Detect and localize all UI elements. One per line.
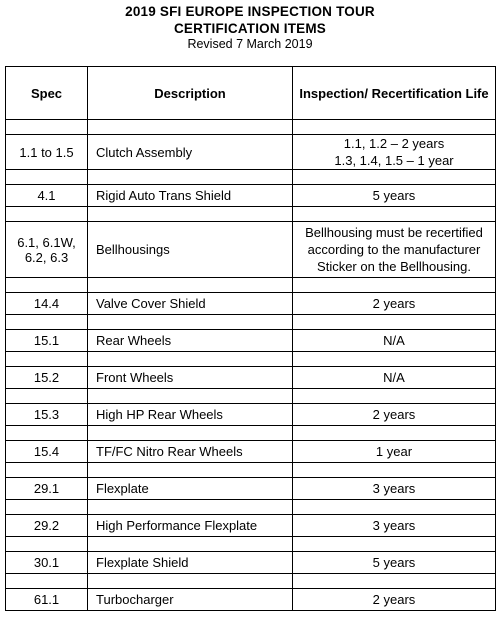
spacer-row <box>6 207 496 222</box>
description-cell: TF/FC Nitro Rear Wheels <box>88 441 293 463</box>
life-cell: 3 years <box>293 478 496 500</box>
spacer-cell <box>293 426 496 441</box>
spacer-cell <box>88 500 293 515</box>
description-cell: Flexplate <box>88 478 293 500</box>
spec-cell: 61.1 <box>6 589 88 611</box>
description-cell: High Performance Flexplate <box>88 515 293 537</box>
spacer-cell <box>88 574 293 589</box>
spacer-row <box>6 574 496 589</box>
table-body <box>6 120 496 611</box>
revision-date: Revised 7 March 2019 <box>187 37 313 51</box>
description-cell: Valve Cover Shield <box>88 293 293 315</box>
life-cell: 5 years <box>293 185 496 207</box>
description-cell: Bellhousings <box>88 222 293 278</box>
description-cell: Clutch Assembly <box>88 135 293 170</box>
table-row <box>6 222 496 278</box>
spacer-cell <box>6 537 88 552</box>
life-cell: 2 years <box>293 293 496 315</box>
spacer-cell <box>88 278 293 293</box>
spacer-cell <box>88 537 293 552</box>
description-cell: Front Wheels <box>88 367 293 389</box>
spacer-cell <box>293 537 496 552</box>
document-title: 2019 SFI EUROPE INSPECTION TOUR <box>125 4 375 19</box>
spacer-cell <box>6 170 88 185</box>
certification-table <box>5 66 496 611</box>
spacer-cell <box>6 352 88 367</box>
spacer-cell <box>293 463 496 478</box>
spacer-cell <box>88 463 293 478</box>
spacer-row <box>6 120 496 135</box>
life-cell: 1.1, 1.2 – 2 years 1.3, 1.4, 1.5 – 1 year <box>293 135 496 170</box>
spacer-row <box>6 500 496 515</box>
spacer-cell <box>6 207 88 222</box>
column-header-spec: Spec <box>6 67 88 120</box>
spacer-cell <box>6 426 88 441</box>
column-header-life: Inspection/ Recertification Life <box>293 67 496 120</box>
table-row <box>6 330 496 352</box>
spacer-cell <box>6 500 88 515</box>
spacer-cell <box>293 170 496 185</box>
table-row <box>6 589 496 611</box>
spacer-cell <box>88 207 293 222</box>
life-cell: 2 years <box>293 589 496 611</box>
spacer-cell <box>6 389 88 404</box>
life-cell: 3 years <box>293 515 496 537</box>
table-row <box>6 552 496 574</box>
spec-cell: 29.1 <box>6 478 88 500</box>
description-cell: Rear Wheels <box>88 330 293 352</box>
spacer-cell <box>6 463 88 478</box>
table-row <box>6 185 496 207</box>
spacer-cell <box>88 389 293 404</box>
spacer-row <box>6 315 496 330</box>
table-row <box>6 367 496 389</box>
description-cell: Turbocharger <box>88 589 293 611</box>
life-cell: Bellhousing must be recertified according to the manufacturer Sticker on the Bellhousing. <box>293 222 496 278</box>
life-cell: N/A <box>293 330 496 352</box>
spacer-row <box>6 389 496 404</box>
spacer-cell <box>88 315 293 330</box>
spacer-cell <box>293 207 496 222</box>
spacer-cell <box>6 278 88 293</box>
spacer-cell <box>88 170 293 185</box>
spec-cell: 29.2 <box>6 515 88 537</box>
spec-cell: 15.2 <box>6 367 88 389</box>
spec-cell: 14.4 <box>6 293 88 315</box>
spacer-row <box>6 463 496 478</box>
spec-cell: 30.1 <box>6 552 88 574</box>
spacer-cell <box>6 315 88 330</box>
spacer-cell <box>293 120 496 135</box>
life-cell: N/A <box>293 367 496 389</box>
spacer-cell <box>293 389 496 404</box>
spacer-row <box>6 278 496 293</box>
spec-cell: 15.4 <box>6 441 88 463</box>
spec-cell: 6.1, 6.1W, 6.2, 6.3 <box>6 222 88 278</box>
description-cell: Rigid Auto Trans Shield <box>88 185 293 207</box>
spacer-cell <box>88 352 293 367</box>
spacer-cell <box>6 574 88 589</box>
spacer-row <box>6 352 496 367</box>
spacer-cell <box>293 352 496 367</box>
spec-cell: 4.1 <box>6 185 88 207</box>
table-row <box>6 515 496 537</box>
spacer-cell <box>88 120 293 135</box>
spacer-cell <box>293 500 496 515</box>
table-header-row <box>6 67 496 120</box>
spacer-cell <box>88 426 293 441</box>
table-row <box>6 404 496 426</box>
description-cell: High HP Rear Wheels <box>88 404 293 426</box>
table-row <box>6 478 496 500</box>
spacer-cell <box>293 315 496 330</box>
spacer-row <box>6 426 496 441</box>
spacer-cell <box>293 278 496 293</box>
spacer-cell <box>6 120 88 135</box>
life-cell: 1 year <box>293 441 496 463</box>
table-row <box>6 441 496 463</box>
description-cell: Flexplate Shield <box>88 552 293 574</box>
table-row <box>6 293 496 315</box>
spacer-cell <box>293 574 496 589</box>
life-cell: 5 years <box>293 552 496 574</box>
document-subtitle: CERTIFICATION ITEMS <box>173 21 327 36</box>
spacer-row <box>6 537 496 552</box>
column-header-description: Description <box>88 67 293 120</box>
life-cell: 2 years <box>293 404 496 426</box>
spec-cell: 1.1 to 1.5 <box>6 135 88 170</box>
spec-cell: 15.3 <box>6 404 88 426</box>
spec-cell: 15.1 <box>6 330 88 352</box>
spacer-row <box>6 170 496 185</box>
table-row <box>6 135 496 170</box>
